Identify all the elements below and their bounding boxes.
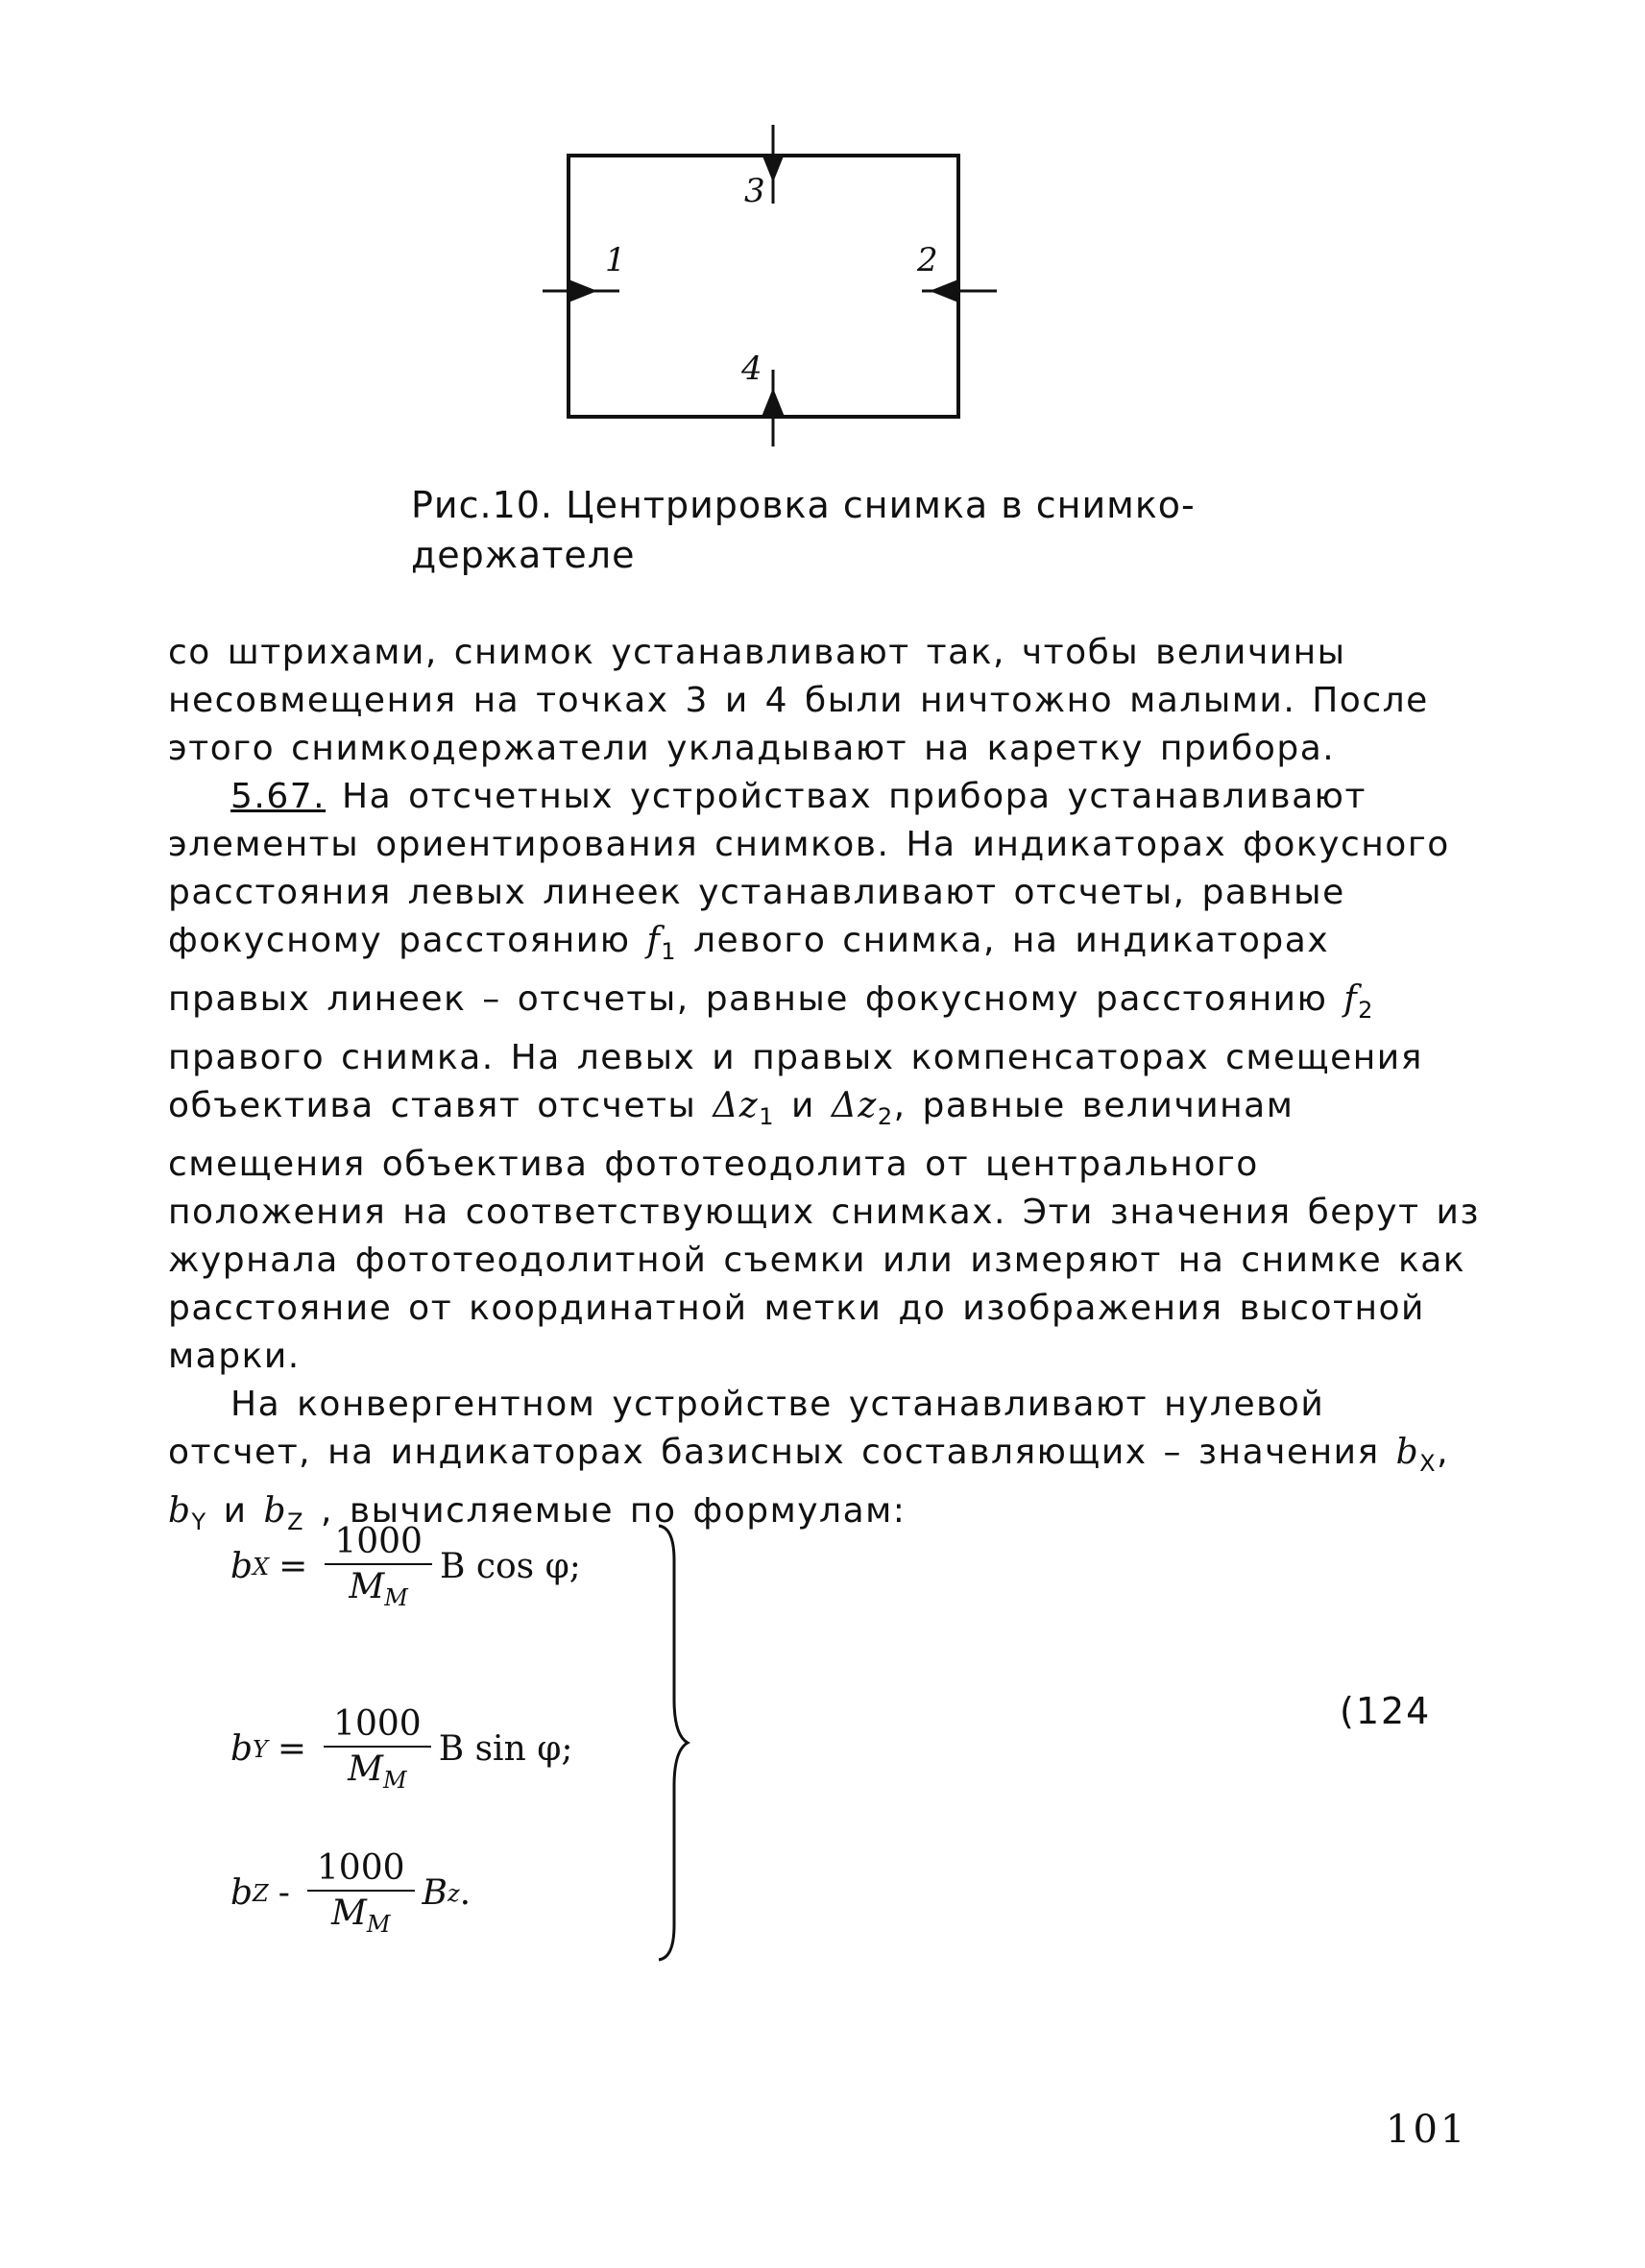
formula-by-num: 1000 [324,1704,431,1748]
formula-bz-op: - [278,1873,290,1913]
p2-text-b: левого снимка, на индикаторах правых линеек – отсчеты, равные фокусному расстоянию [168,921,1344,1019]
formula-bx-lhs: b [230,1547,254,1586]
var-bz: b [263,1491,288,1531]
section-number: 5.67. [230,777,327,816]
var-f1: f [646,921,662,960]
formula-block [230,1522,711,1973]
formula-by-lhs-sub: Y [253,1735,268,1763]
formula-bz-end: . [459,1873,472,1913]
formula-bx-den-m: M [349,1567,385,1606]
mark-4-arrow [762,388,785,417]
formula-bz [230,1848,471,1938]
formula-bx-lhs-sub: X [253,1553,270,1580]
var-f1-sub: 1 [661,938,678,965]
formula-bz-den [331,1892,390,1938]
p3-text-a: На конвергентном устройстве устанавливают нулевой отсчет, на индикаторах базисных составляющих – значения [168,1385,1396,1472]
right-brace [653,1522,691,1964]
formula-bz-den-sub: M [366,1911,391,1938]
figure-caption [411,480,1275,580]
formula-by [230,1704,573,1794]
p2-text-c: правого снимка. На левых и правых компенсаторах смещения объектива ставят отсчеты [168,1038,1423,1125]
label-1: 1 [605,241,626,279]
p2-text-d: и [775,1086,832,1125]
var-dz1: Δz [713,1086,760,1125]
formula-bx-den-sub: M [384,1584,408,1611]
formula-bx-den [349,1565,407,1611]
var-bx-sub: X [1419,1450,1438,1477]
formula-by-den [348,1748,406,1794]
mark-2-arrow [930,279,958,302]
figure-10-diagram [538,125,1018,451]
formula-bz-lhs: b [230,1873,254,1913]
caption-line-1: Рис.10. Центрировка снимка в снимко- [411,484,1196,526]
formula-by-op: = [277,1729,307,1769]
var-by: b [168,1491,192,1531]
formula-bz-lhs-sub: Z [253,1879,269,1907]
formula-bx-op: = [278,1547,308,1586]
label-2: 2 [917,241,938,279]
var-f2: f [1343,979,1359,1019]
p3-sep-1: , [1437,1433,1450,1472]
var-bx: b [1395,1433,1420,1472]
p3-sep-2: и [206,1491,264,1531]
var-dz1-sub: 1 [759,1103,776,1130]
formula-bx [230,1522,581,1611]
caption-line-2: держателе [411,534,636,576]
formula-by-fraction [324,1704,431,1794]
page-number: 101 [1386,2108,1468,2152]
formula-by-den-sub: M [383,1767,407,1794]
formula-bz-fraction [307,1848,415,1938]
formula-by-lhs: b [230,1729,254,1769]
paragraph-2 [168,773,1484,1381]
label-4: 4 [741,350,762,388]
p2-text-e: , равные величинам смещения объектива фототеодолита от центрального положения на соответствующих снимках. Эти значения берут из журнала фототеодолитной съемки или измеряют на снимке как расстояние от координатной метки до изображения высотной марки. [168,1086,1481,1376]
mark-1-arrow [568,279,597,302]
formula-by-rhs: B sin φ; [438,1729,573,1769]
var-by-sub: Y [191,1508,207,1535]
formula-bx-num: 1000 [325,1522,432,1565]
var-dz2: Δz [831,1086,878,1125]
label-3: 3 [744,172,765,210]
formula-bz-num: 1000 [307,1848,415,1892]
p3-text-b: , вычисляемые по формулам: [304,1491,907,1531]
formula-bz-den-m: M [330,1894,367,1933]
var-bz-sub: Z [287,1508,305,1535]
formula-bz-rhs: B [422,1873,448,1913]
var-f2-sub: 2 [1358,997,1374,1024]
paragraph-1: со штрихами, снимок устанавливают так, чтобы величины несовмещения на точках 3 и 4 были ничтожно малыми. После этого снимкодержатели укладывают на каретку прибора. [168,633,1429,768]
formula-by-den-m: M [348,1749,384,1789]
body-text [168,629,1484,1546]
var-dz2-sub: 2 [877,1103,894,1130]
formula-bx-rhs: B cos φ; [439,1547,581,1586]
formula-bz-rhs-sub: z [448,1879,460,1907]
p2-text-a: На отсчетных устройствах прибора устанавливают элементы ориентирования снимков. На индикаторах фокусного расстояния левых линеек устанавливают отсчеты, равные фокусному расстоянию [168,777,1450,960]
formula-bx-fraction [325,1522,432,1611]
equation-number: (124 [1340,1690,1432,1732]
